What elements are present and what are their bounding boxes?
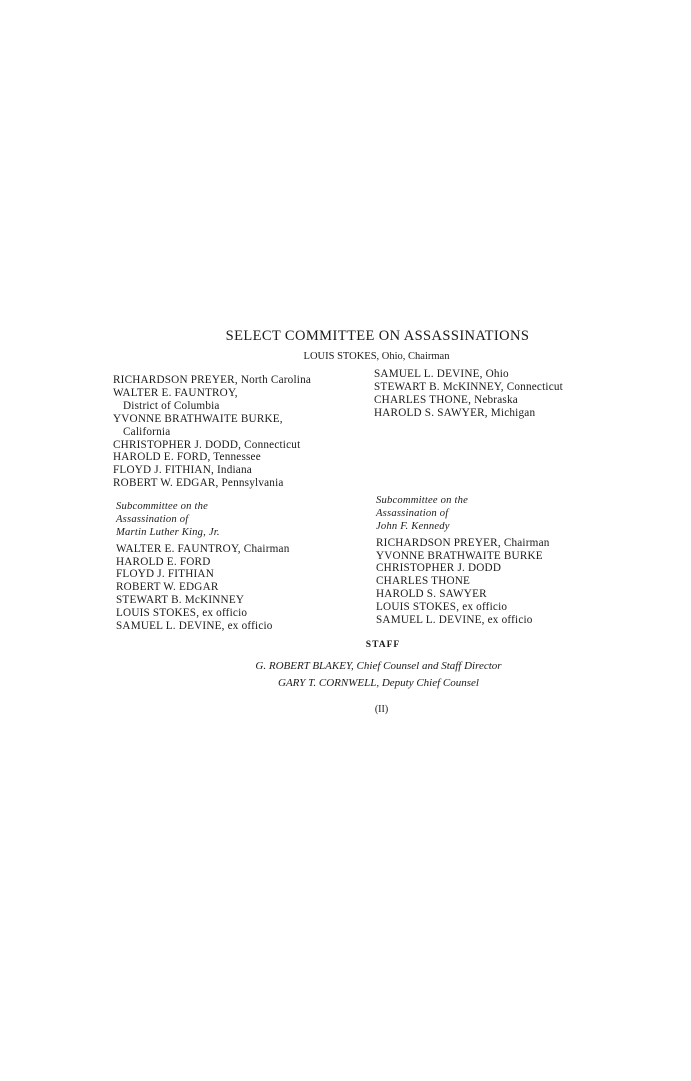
staff-line: GARY T. CORNWELL, Deputy Chief Counsel	[278, 677, 479, 689]
member-line: YVONNE BRATHWAITE BURKE	[376, 549, 543, 562]
members-left-column	[113, 374, 311, 490]
member-line: ROBERT W. EDGAR	[116, 581, 219, 594]
committee-title: SELECT COMMITTEE ON ASSASSINATIONS	[225, 328, 530, 344]
staff-heading: STAFF	[365, 640, 401, 650]
member-line: SAMUEL L. DEVINE, Ohio	[374, 368, 509, 380]
member-line: STEWART B. McKINNEY, Connecticut	[374, 380, 563, 393]
member-line: SAMUEL L. DEVINE, ex officio	[376, 614, 533, 627]
subcommittee-label: Subcommittee on the	[376, 495, 469, 506]
member-line: LOUIS STOKES, ex officio	[116, 607, 248, 620]
subcommittee-label: Subcommittee on the	[116, 501, 209, 512]
member-line: SAMUEL L. DEVINE, ex officio	[116, 620, 273, 633]
committee-chairman: LOUIS STOKES, Ohio, Chairman	[303, 351, 450, 362]
member-line: HAROLD E. FORD, Tennessee	[113, 451, 261, 464]
member-line: CHRISTOPHER J. DODD	[376, 562, 502, 575]
subcommittee-label: Martin Luther King, Jr.	[116, 527, 220, 539]
member-line: CHRISTOPHER J. DODD, Connecticut	[113, 438, 301, 451]
member-line: FLOYD J. FITHIAN, Indiana	[113, 464, 252, 477]
member-line: STEWART B. McKINNEY	[116, 594, 245, 607]
member-line: ROBERT W. EDGAR, Pennsylvania	[113, 477, 284, 490]
member-line: District of Columbia	[123, 399, 220, 412]
member-line: HAROLD S. SAWYER, Michigan	[374, 406, 536, 419]
member-line: California	[123, 425, 171, 438]
member-line: YVONNE BRATHWAITE BURKE,	[113, 412, 283, 425]
member-line: CHARLES THONE	[376, 575, 471, 588]
member-line: WALTER E. FAUNTROY,	[113, 386, 238, 399]
member-line: HAROLD S. SAWYER	[376, 588, 487, 601]
member-line: CHARLES THONE, Nebraska	[374, 393, 518, 406]
members-right-column	[374, 368, 563, 420]
page-number: (II)	[374, 704, 389, 715]
member-line: HAROLD E. FORD	[116, 555, 211, 568]
staff-line: G. ROBERT BLAKEY, Chief Counsel and Staff Director	[255, 660, 502, 672]
member-line: LOUIS STOKES, ex officio	[376, 601, 508, 614]
member-line: RICHARDSON PREYER, Chairman	[376, 536, 550, 549]
subcommittee-label: Assassination of	[376, 508, 449, 520]
subcommittee-label: John F. Kennedy	[376, 521, 450, 533]
subcommittee-mlk	[116, 500, 290, 633]
subcommittee-jfk	[376, 494, 550, 627]
member-line: WALTER E. FAUNTROY, Chairman	[116, 542, 290, 555]
subcommittee-label: Assassination of	[116, 514, 189, 526]
member-line: FLOYD J. FITHIAN	[116, 568, 214, 581]
member-line: RICHARDSON PREYER, North Carolina	[113, 374, 312, 386]
